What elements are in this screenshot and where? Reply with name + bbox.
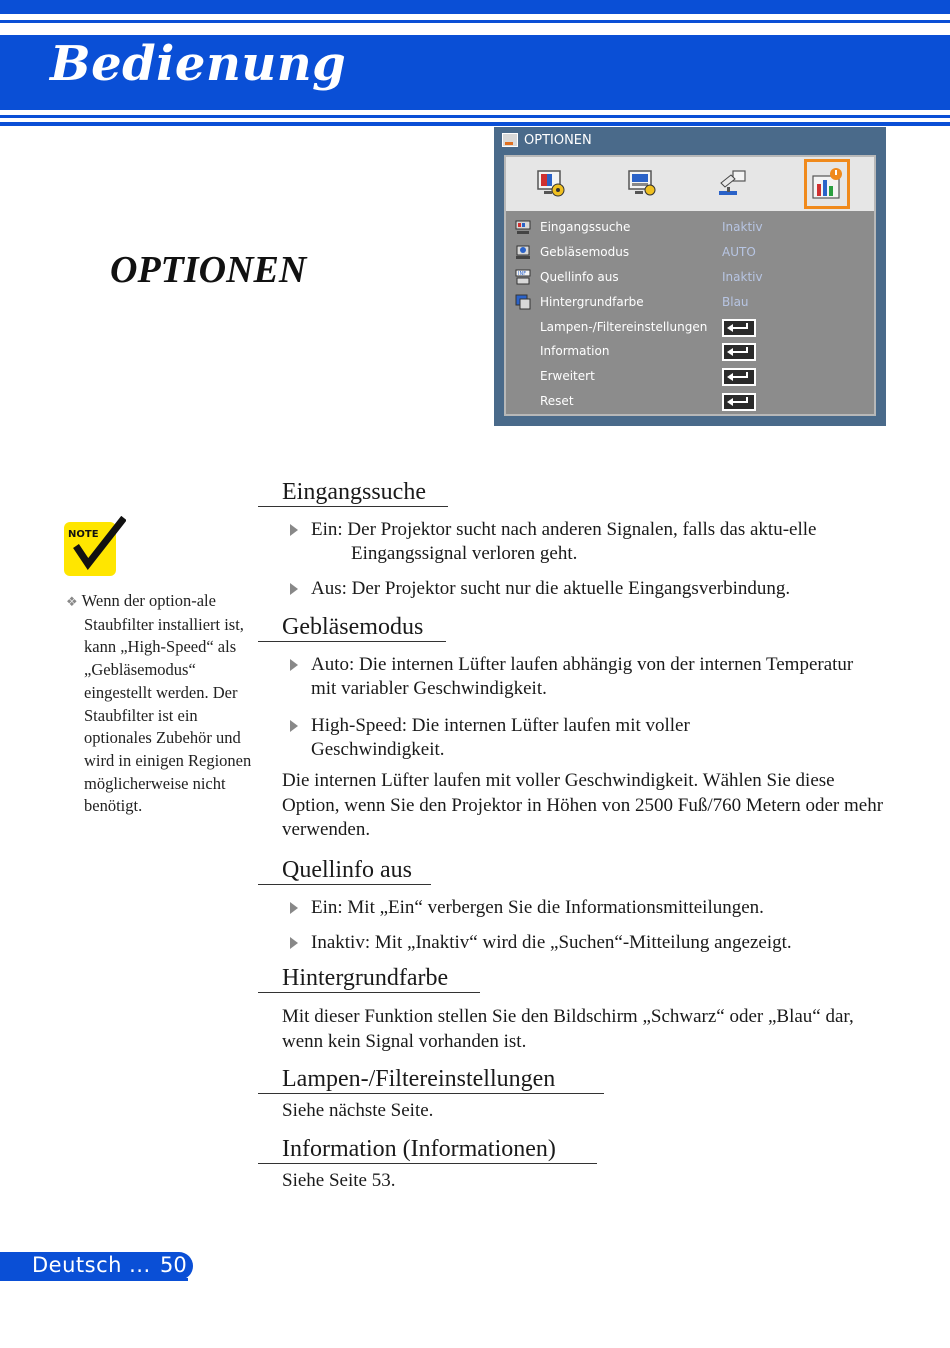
footer-language: Deutsch ...	[32, 1253, 151, 1277]
osd-row-hintergrundfarbe	[506, 290, 874, 314]
bullet-text: Inaktiv: Mit „Inaktiv“ wird die „Suchen“-Mitteilung angezeigt.	[311, 932, 792, 953]
bullet-text: Aus: Der Projektor sucht nur die aktuelle Eingangsverbindung.	[311, 578, 791, 599]
page-heading: OPTIONEN	[110, 249, 307, 291]
osd-row-label: Quellinfo aus	[540, 270, 619, 284]
bullet-item	[290, 931, 890, 955]
paragraph: Die internen Lüfter laufen mit voller Geschwindigkeit. Wählen Sie diese Option, wenn Sie den Projektor in Höhen von 2500 Fuß/760 Metern oder mehr verwenden.	[282, 770, 884, 840]
note-icon	[64, 516, 126, 578]
fan-icon	[514, 243, 532, 261]
setup-icon	[713, 163, 753, 203]
bullet-text: Auto: Die internen Lüfter laufen abhängig von der internen Temperatur mit variabler Geschwindigkeit.	[311, 654, 854, 699]
enter-icon	[722, 393, 756, 411]
enter-icon	[722, 319, 756, 337]
osd-row-label: Gebläsemodus	[540, 245, 630, 259]
bullet-item	[290, 518, 890, 566]
osd-row-label: Eingangssuche	[540, 220, 631, 234]
page-number: 50	[160, 1253, 187, 1277]
osd-menu-screenshot	[494, 127, 886, 426]
osd-tab-bar	[504, 155, 876, 213]
osd-row-reset	[506, 389, 874, 413]
osd-row-label: Erweitert	[540, 369, 595, 383]
osd-row-label: Hintergrundfarbe	[540, 295, 644, 309]
note-text: Wenn der option-ale Staubfilter installiert ist, kann „High-Speed“ als „Gebläsemodus“ eingestellt werden. Der Staubfilter ist ein optionales Zubehör und wird in einigen Regionen möglicherweise nicht benötigt.	[81, 591, 252, 816]
footer-rule	[0, 1278, 188, 1281]
bullet-item	[290, 653, 860, 701]
section-title-quellinfo: Quellinfo aus	[258, 856, 431, 885]
bullet-arrow-icon	[290, 937, 298, 949]
display-settings-icon	[623, 163, 663, 203]
header-rule	[0, 115, 950, 118]
section-title-eingangssuche: Eingangssuche	[258, 478, 448, 507]
bullet-item	[290, 577, 890, 601]
bullet-text: Ein: Mit „Ein“ verbergen Sie die Informationsmitteilungen.	[311, 897, 764, 918]
osd-row-value: Inaktiv	[722, 220, 763, 234]
bullet-arrow-icon	[290, 720, 298, 732]
background-color-icon	[514, 293, 532, 311]
osd-row-label: Reset	[540, 394, 574, 408]
osd-row-value: Blau	[722, 295, 749, 309]
image-settings-icon	[532, 163, 572, 203]
diamond-bullet-icon: ❖	[66, 594, 78, 609]
chapter-title: Bedienung	[50, 36, 347, 92]
header-rule	[0, 20, 950, 23]
paragraph: Siehe nächste Seite.	[282, 1100, 434, 1121]
bullet-arrow-icon	[290, 524, 298, 536]
osd-title-bar	[502, 129, 592, 151]
options-icon	[804, 159, 850, 209]
paragraph: Mit dieser Funktion stellen Sie den Bildschirm „Schwarz“ oder „Blau“ dar, wenn kein Signal vorhanden ist.	[282, 1006, 854, 1052]
bullet-arrow-icon	[290, 902, 298, 914]
osd-row-value: AUTO	[722, 245, 756, 259]
osd-option-list	[504, 211, 876, 416]
section-title-lampen: Lampen-/Filtereinstellungen	[258, 1065, 604, 1094]
bullet-item	[290, 896, 890, 920]
section-title-geblaesemodus: Gebläsemodus	[258, 613, 446, 642]
info-hide-icon	[514, 268, 532, 286]
bullet-text: Ein: Der Projektor sucht nach anderen Signalen, falls das aktu-elle Eingangssignal verloren geht.	[311, 519, 817, 564]
bullet-text: High-Speed: Die internen Lüfter laufen mit voller Geschwindigkeit.	[311, 715, 690, 760]
osd-row-erweitert	[506, 364, 874, 388]
note-badge-text: NOTE	[68, 529, 99, 540]
menu-icon	[502, 133, 518, 147]
bullet-arrow-icon	[290, 659, 298, 671]
osd-row-label: Lampen-/Filtereinstellungen	[540, 320, 708, 334]
enter-icon	[722, 368, 756, 386]
svg-text:INF: INF	[518, 271, 527, 277]
osd-title: OPTIONEN	[524, 132, 592, 148]
osd-row-label: Information	[540, 344, 610, 358]
header-rule	[0, 122, 950, 126]
osd-row-geblaesemodus	[506, 240, 874, 264]
bullet-item	[290, 714, 790, 762]
osd-row-eingangssuche	[506, 215, 874, 239]
section-title-hintergrundfarbe: Hintergrundfarbe	[258, 964, 480, 993]
bullet-arrow-icon	[290, 583, 298, 595]
osd-row-information	[506, 339, 874, 363]
paragraph: Siehe Seite 53.	[282, 1170, 396, 1191]
osd-row-value: Inaktiv	[722, 270, 763, 284]
enter-icon	[722, 343, 756, 361]
source-search-icon	[514, 218, 532, 236]
osd-row-quellinfo	[506, 265, 874, 289]
section-title-information: Information (Informationen)	[258, 1135, 597, 1164]
osd-row-lampen	[506, 315, 874, 339]
header-top-bar	[0, 0, 950, 14]
note-text-block	[66, 590, 252, 818]
